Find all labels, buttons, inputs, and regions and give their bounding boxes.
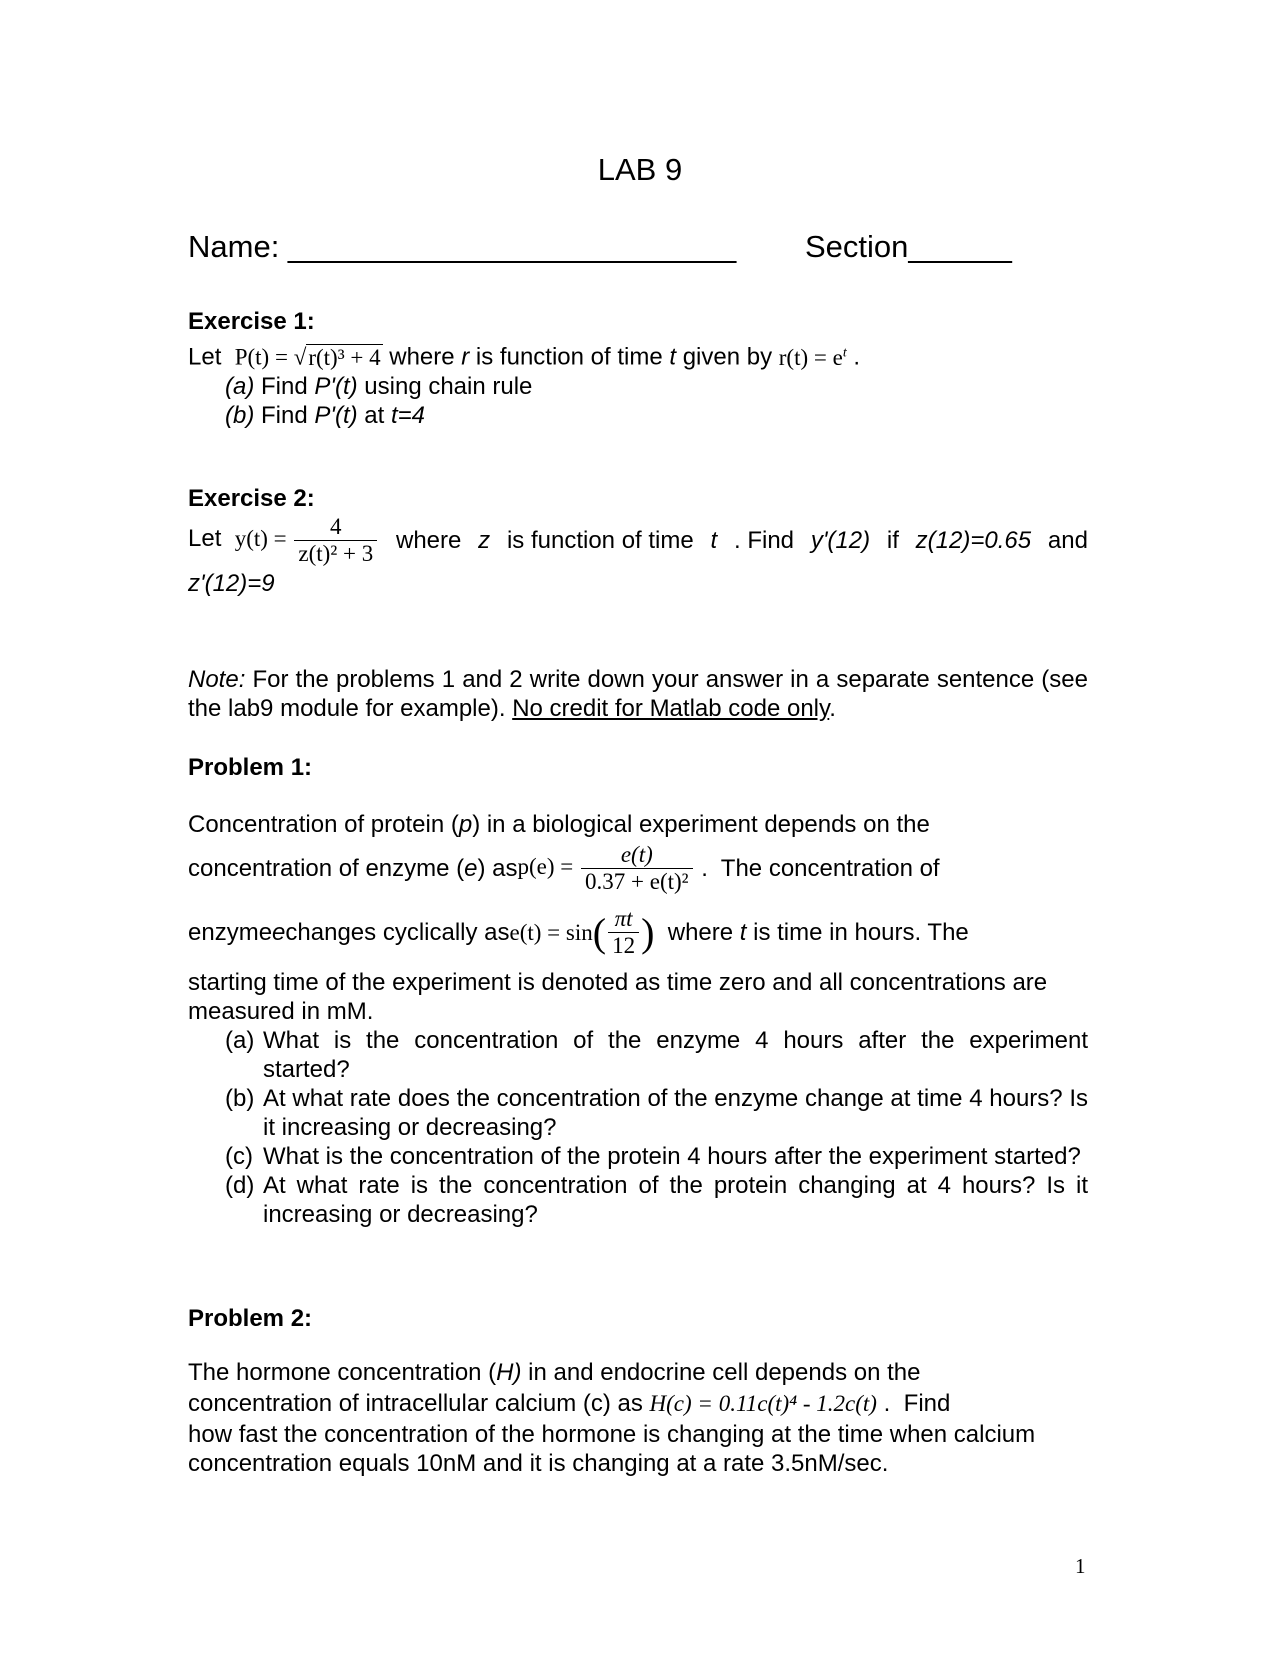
page-number: 1 bbox=[1075, 1554, 1086, 1578]
formula-enzyme: e(t) = sin ( $\frac{\pi t}{12}$ ) bbox=[509, 906, 655, 958]
problem-2-body bbox=[188, 1358, 1088, 1478]
name-blank: __________________________ bbox=[287, 229, 737, 264]
section-label: Section bbox=[805, 229, 909, 264]
formula-hormone: H(c) = 0.11c(t)⁴ - 1.2c(t) bbox=[649, 1391, 877, 1416]
exercise-1-heading: Exercise 1: bbox=[188, 308, 315, 335]
name-field bbox=[188, 229, 736, 265]
formula-p: P(t) = √r(t)³ + 4 bbox=[234, 344, 381, 370]
problem-1-body bbox=[188, 968, 1088, 1229]
formula-protein: p(e) = $\frac{e(t)}{\text{0.37 + e(t)²}}$ bbox=[518, 842, 695, 895]
problem-1-item-b: (b) At what rate does the concentration of the enzyme change at time 4 hours? Is it increasing or decreasing? bbox=[225, 1085, 1088, 1141]
formula-y: y(t) = $\frac{4}{\text{z(t)² + 3}}$ bbox=[235, 526, 379, 551]
problem-2-heading: Problem 2: bbox=[188, 1305, 313, 1332]
formula-r: $r(t) = e^t$ bbox=[778, 344, 847, 370]
problem-1-line-3: enzyme e changes cyclically as e(t) = sin ( $\frac{\pi t}{12}$ ) where t is time in hours. The bbox=[188, 906, 969, 958]
exercise-1-statement: Let P(t) = √r(t)³ + 4 where r is function of time t given by $r(t) = e^t$ . bbox=[188, 343, 861, 371]
exercise-2-continuation: z'(12)=9 bbox=[188, 570, 275, 597]
problem-2-line-1: The hormone concentration (H) in and endocrine cell depends on the bbox=[188, 1359, 921, 1386]
exercise-1 bbox=[188, 307, 1088, 430]
page-title: LAB 9 bbox=[597, 152, 683, 187]
exercise-2-statement: Let y(t) = $\frac{4}{\text{z(t)² + 3}}$ where z is function of time t . Find y'(12) if z(12)=0.65 and bbox=[188, 514, 1088, 566]
exercise-2-heading: Exercise 2: bbox=[188, 485, 315, 512]
exercise-1-item-b: (b) Find P'(t) at t=4 bbox=[225, 401, 426, 429]
problem-1-line-2: concentration of enzyme ( e ) as p(e) = $\frac{e(t)}{\text{0.37 + e(t)²}}$ . The concentration of bbox=[188, 842, 940, 894]
section-field bbox=[805, 229, 1012, 265]
problem-1-line-1: Concentration of protein (p) in a biological experiment depends on the bbox=[188, 811, 930, 838]
note: Note: For the problems 1 and 2 write down your answer in a separate sentence (see the lab9 module for example). No credit for Matlab code only. bbox=[188, 666, 1088, 722]
problem-1-item-d: (d) At what rate is the concentration of the protein changing at 4 hours? Is it increasing or decreasing? bbox=[225, 1172, 1088, 1228]
problem-2-line-2: concentration of intracellular calcium (c) as H(c) = 0.11c(t)⁴ - 1.2c(t) . Find bbox=[188, 1390, 951, 1417]
problem-1-line-4: starting time of the experiment is denoted as time zero and all concentrations are measured in mM. bbox=[188, 969, 1048, 1025]
problem-1-item-c: (c) What is the concentration of the protein 4 hours after the experiment started? bbox=[225, 1143, 1081, 1170]
problem-1-item-a: (a) What is the concentration of the enzyme 4 hours after the experiment started? bbox=[225, 1027, 1088, 1083]
problem-1-heading: Problem 1: bbox=[188, 754, 313, 781]
exercise-2 bbox=[188, 484, 1088, 598]
exercise-1-item-a: (a) Find P'(t) using chain rule bbox=[225, 372, 533, 400]
problem-2-line-3: how fast the concentration of the hormone is changing at the time when calcium concentration equals 10nM and it is changing at a rate 3.5nM/sec. bbox=[188, 1421, 1036, 1477]
name-label: Name: bbox=[188, 229, 288, 264]
section-blank: ______ bbox=[908, 229, 1012, 264]
